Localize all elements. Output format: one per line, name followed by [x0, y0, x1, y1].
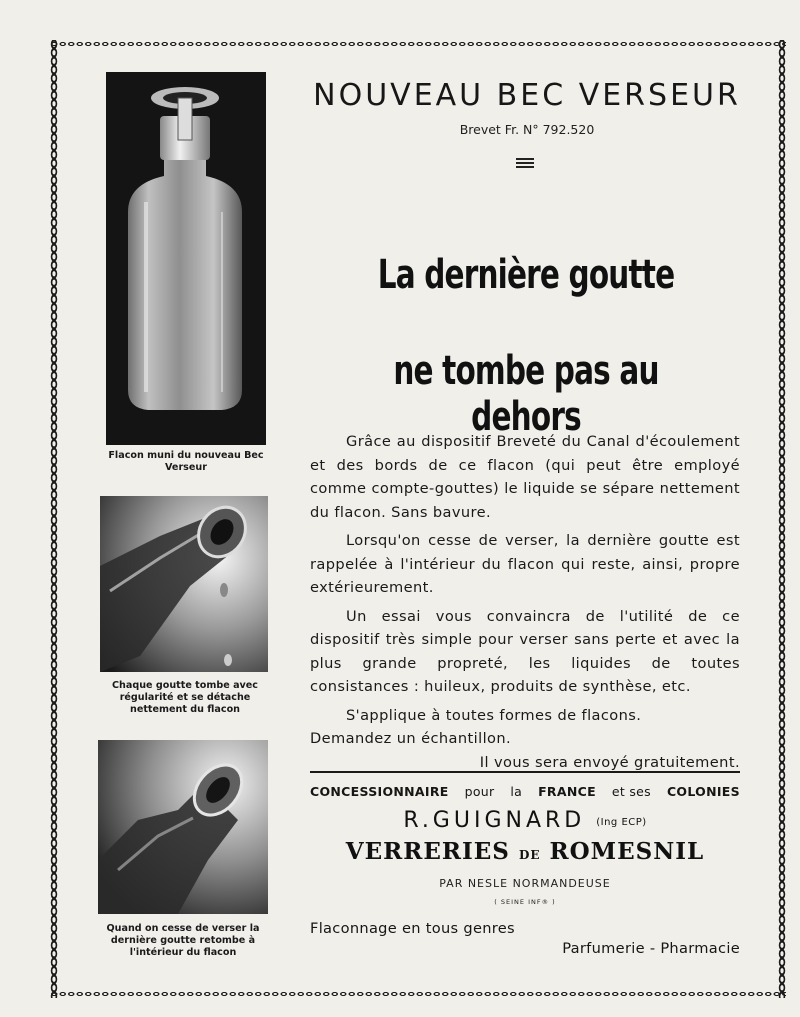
border-left — [50, 40, 58, 998]
conc-word-3: la — [510, 784, 523, 799]
pouring-photo — [100, 496, 268, 672]
headline-line2: ne tombe pas au dehors — [393, 348, 659, 440]
verreries-romesnil: ROMESNIL — [549, 838, 705, 865]
company-suffix: (Ing ECP) — [596, 817, 647, 828]
patent-number: Brevet Fr. N° 792.520 — [459, 122, 595, 137]
paragraph-3: Un essai vous convaincra de l'utilité de ce dispositif très simple pour verser sans perte et avec la plus grande propreté, les liquides de toutes consistances : huileux, produits de synthèse, etc. — [310, 607, 740, 695]
conc-word-6: COLONIES — [666, 784, 740, 799]
department-line: ( SEINE INF® ) — [494, 898, 556, 906]
body-copy — [310, 430, 740, 774]
caption-photo3: Quand on cesse de verser la dernière goutte retombe à l'intérieur du flacon — [106, 923, 260, 958]
paragraph-4c: Il vous sera envoyé gratuitement. — [479, 753, 740, 771]
caption-photo1: Flacon muni du nouveau Bec Verseur — [108, 450, 264, 473]
company-name — [310, 808, 740, 833]
border-right — [778, 40, 786, 998]
border-bottom — [50, 990, 786, 998]
conc-word-1: CONCESSIONNAIRE — [310, 784, 449, 799]
verreries-de: DE — [518, 848, 541, 862]
company-label: R.GUIGNARD — [403, 808, 586, 833]
divider — [310, 771, 740, 773]
page-title: NOUVEAU BEC VERSEUR — [313, 78, 741, 113]
headline-line1: La dernière goutte — [377, 252, 675, 298]
paragraph-2: Lorsqu'on cesse de verser, la dernière goutte est rappelée à l'intérieur du flacon qui reste, ainsi, propre extérieurement. — [310, 532, 740, 596]
faconnage-line: Flaconnage en tous genres — [310, 920, 515, 937]
parfumerie-line: Parfumerie - Pharmacie — [562, 940, 740, 957]
caption-photo2: Chaque goutte tombe avec régularité et se détache nettement du flacon — [111, 680, 258, 715]
verreries-name — [310, 838, 740, 865]
bottle-photo — [106, 72, 266, 445]
paragraph-1: Grâce au dispositif Breveté du Canal d'écoulement et des bords de ce flacon (qui peut être employé comme compte-gouttes) le liquide se sépare nettement du flacon. Sans bavure. — [310, 433, 740, 521]
conc-word-5: et ses — [611, 784, 651, 799]
location-line: PAR NESLE NORMANDEUSE — [439, 877, 611, 890]
conc-word-4: FRANCE — [538, 784, 596, 799]
paragraph-4a: S'applique à toutes formes de flacons. — [346, 706, 642, 724]
verreries-word: VERRERIES — [345, 838, 510, 865]
ornament-icon — [516, 158, 534, 170]
paragraph-4b: Demandez un échantillon. — [310, 730, 512, 747]
concessionnaire-line — [310, 784, 740, 799]
bottle-after-photo — [98, 740, 268, 914]
border-top — [50, 40, 786, 48]
conc-word-2: pour — [464, 784, 495, 799]
